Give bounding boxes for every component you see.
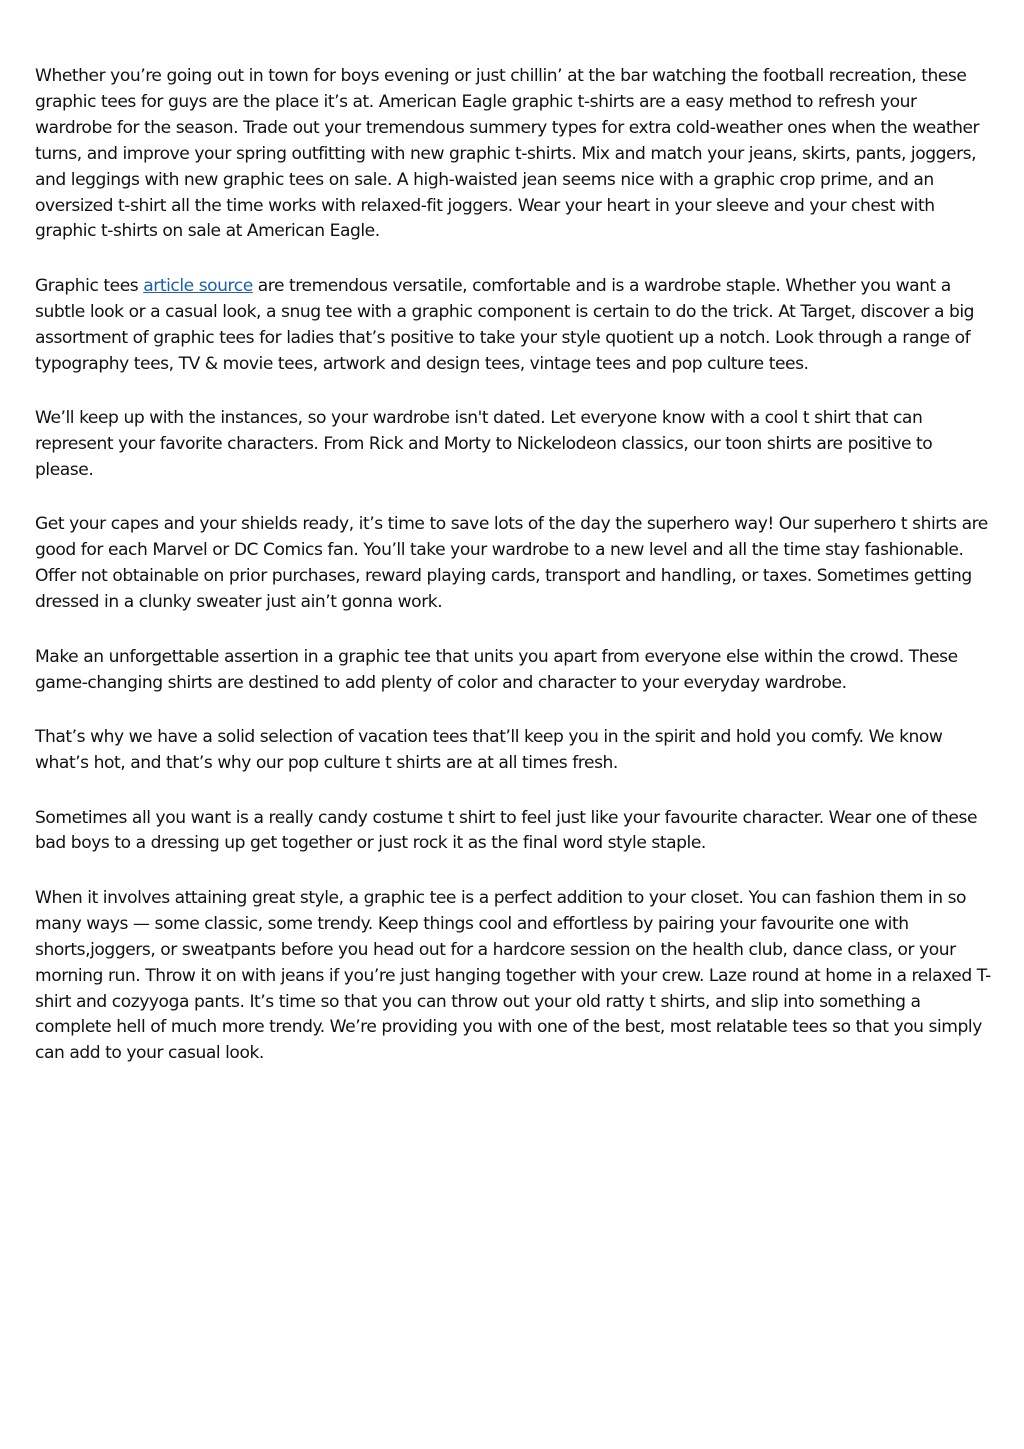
article-source-link[interactable]: article source	[143, 275, 253, 296]
paragraph-4: Get your capes and your shields ready, it’s time to save lots of the day the superhero way! Our superhero t shirts are good for each Marvel or DC Comics fan. You’ll take your wardrobe to a new level and all the time stay fashionable. Offer not obtainable on prior purchases, reward playing cards, transport and handling, or taxes. Sometimes getting dressed in a clunky sweater just ain’t gonna work.	[35, 514, 988, 613]
paragraph-2	[35, 274, 991, 378]
paragraph-8: When it involves attaining great style, a graphic tee is a perfect addition to your closet. You can fashion them in so many ways — some classic, some trendy. Keep things cool and effortless by pairing your favourite one with shorts,joggers, or sweatpants before you head out for a hardcore session on the health club, dance class, or your morning run. Throw it on with jeans if you’re just hanging together with your crew. Laze round at home in a relaxed T-shirt and cozyyoga pants. It’s time so that you can throw out your old ratty t shirts, and slip into something a complete hell of much more trendy. We’re providing you with one of the best, most relatable tees so that you simply can add to your casual look.	[35, 887, 991, 1064]
paragraph-2-text-after-link: are tremendous versatile, comfortable and is a wardrobe staple. Whether you want a subtle look or a casual look, a snug tee with a graphic component is certain to do the trick. At Target, discover a big assortment of graphic tees for ladies that’s positive to take your style quotient up a notch. Look through a range of typography tees, TV & movie tees, artwork and design tees, vintage tees and pop culture tees.	[35, 275, 975, 374]
paragraph-2-text-before-link: Graphic tees	[35, 275, 144, 296]
document-body	[35, 64, 991, 1096]
paragraph-7: Sometimes all you want is a really candy costume t shirt to feel just like your favourite character. Wear one of these bad boys to a dressing up get together or just rock it as the final word style staple.	[35, 807, 978, 854]
paragraph-6: That’s why we have a solid selection of vacation tees that’ll keep you in the spirit and hold you comfy. We know what’s hot, and that’s why our pop culture t shirts are at all times fresh.	[35, 727, 943, 773]
paragraph-1: Whether you’re going out in town for boys evening or just chillin’ at the bar watching the football recreation, these graphic tees for guys are the place it’s at. American Eagle graphic t-shirts are a easy method to refresh your wardrobe for the season. Trade out your tremendous summery types for extra cold-weather ones when the weather turns, and improve your spring outfitting with new graphic t-shirts. Mix and match your jeans, skirts, pants, joggers, and leggings with new graphic tees on sale. A high-waisted jean seems nice with a graphic crop prime, and an oversized t-shirt all the time works with relaxed-fit joggers. Wear your heart in your sleeve and your chest with graphic t-shirts on sale at American Eagle.	[35, 66, 980, 242]
paragraph-3: We’ll keep up with the instances, so your wardrobe isn't dated. Let everyone know with a cool t shirt that can represent your favorite characters. From Rick and Morty to Nickelodeon classics, our toon shirts are positive to please.	[35, 408, 933, 480]
paragraph-5: Make an unforgettable assertion in a graphic tee that units you apart from everyone else within the crowd. These game-changing shirts are destined to add plenty of color and character to your everyday wardrobe.	[35, 646, 958, 693]
